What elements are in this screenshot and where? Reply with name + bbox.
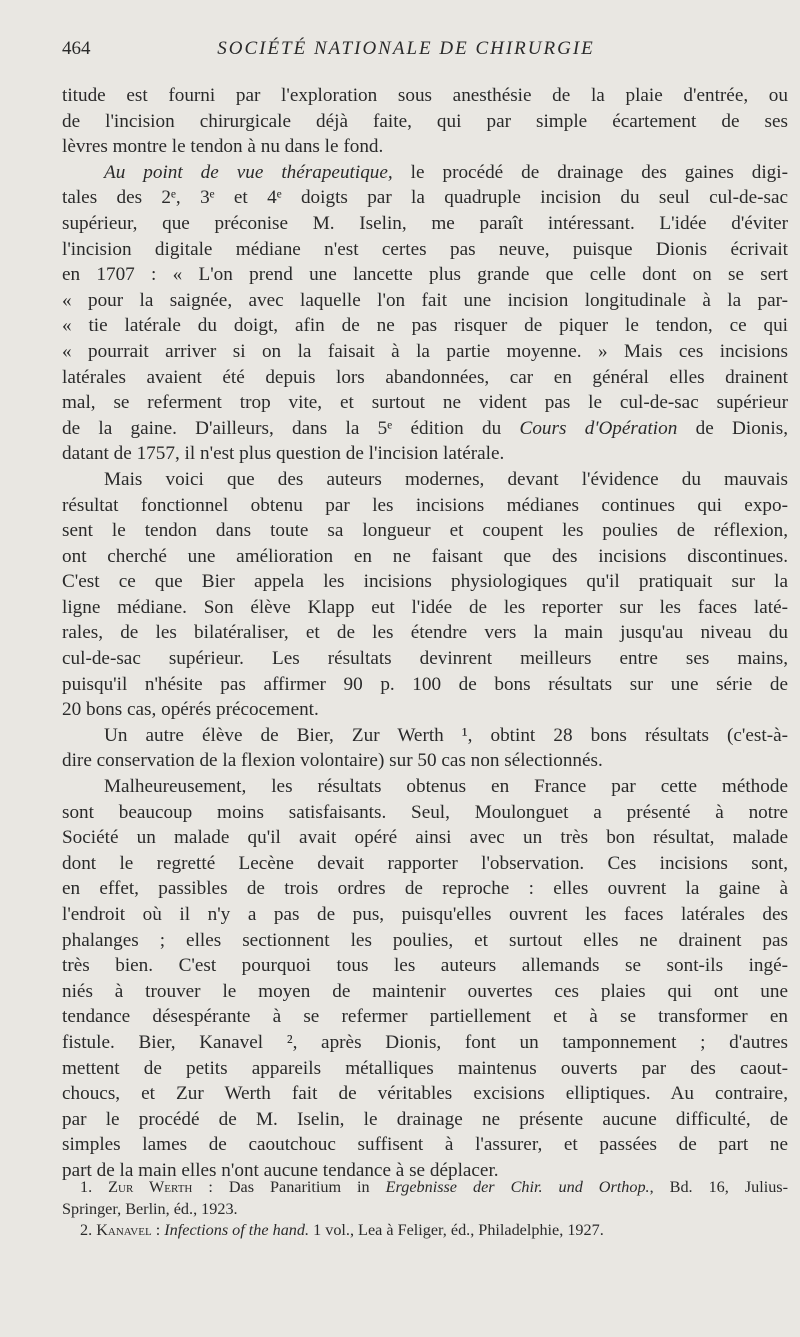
line-text: Un autre élève de Bier, Zur Werth ¹, obtint 28 bons résultats (c'est-à- bbox=[104, 724, 788, 746]
line-text: part de la main elles n'ont aucune tendance à se déplacer. bbox=[62, 1159, 499, 1181]
footnote-1-author: Zur Werth bbox=[108, 1178, 193, 1196]
text-line bbox=[62, 339, 788, 365]
line-text: supérieur, que préconise M. Iselin, me paraît intéressant. L'idée d'éviter bbox=[62, 212, 788, 234]
text-line bbox=[62, 109, 788, 135]
text-line bbox=[62, 365, 788, 391]
line-text: de la gaine. D'ailleurs, dans la 5ᵉ édition du bbox=[62, 417, 502, 439]
line-text: choucs, et Zur Werth fait de véritables excisions elliptiques. Au contraire, bbox=[62, 1083, 788, 1105]
text-line bbox=[62, 211, 788, 237]
line-text: par le procédé de M. Iselin, le drainage ne présente aucune difficulté, de bbox=[62, 1108, 788, 1130]
text-line bbox=[62, 1132, 788, 1158]
page-header bbox=[62, 38, 750, 64]
line-text: phalanges ; elles sectionnent les poulies, et surtout elles ne drainent pas bbox=[62, 929, 788, 951]
footnote-2-colon: : bbox=[155, 1221, 161, 1239]
text-line bbox=[62, 160, 788, 186]
text-line bbox=[62, 185, 788, 211]
footnote-1-volume: , Bd. 16, Julius- bbox=[649, 1178, 788, 1196]
body-text bbox=[62, 83, 788, 1184]
line-text: simples lames de caoutchouc suffisent à l'assurer, et passées de part ne bbox=[62, 1134, 788, 1156]
text-line bbox=[62, 595, 788, 621]
line-text: « pour la saignée, avec laquelle l'on fait une incision longitudinale à la par- bbox=[62, 289, 788, 311]
text-line bbox=[62, 1030, 788, 1056]
line-text: l'endroit où il n'y a pas de pus, puisqu'elles ouvrent les faces latérales des bbox=[62, 904, 788, 925]
line-text: lèvres montre le tendon à nu dans le fond. bbox=[62, 136, 384, 158]
text-line bbox=[62, 313, 788, 339]
line-text: l'incision digitale médiane n'est certes pas neuve, puisque Dionis écrivait bbox=[62, 238, 788, 260]
text-line bbox=[62, 851, 788, 877]
text-line bbox=[62, 441, 788, 467]
line-text: puisqu'il n'hésite pas affirmer 90 p. 100 de bons résultats sur une série de bbox=[62, 673, 788, 695]
line-text: en 1707 : « L'on prend une lancette plus grande que celle dont on se sert bbox=[62, 264, 788, 286]
footnote-2-author: Kanavel bbox=[96, 1221, 152, 1239]
line-text: rales, de les bilatéraliser, et de les étendre vers la main jusqu'au niveau du bbox=[62, 622, 788, 644]
text-line bbox=[62, 1081, 788, 1107]
text-line bbox=[62, 825, 788, 851]
line-text: datant de 1757, il n'est plus question de l'incision latérale. bbox=[62, 443, 505, 465]
footnote-1-line-1 bbox=[62, 1177, 788, 1199]
text-line bbox=[62, 1107, 788, 1133]
footnote-2-number: 2. bbox=[80, 1221, 93, 1239]
line-text: Malheureusement, les résultats obtenus en France par cette méthode bbox=[104, 776, 788, 798]
footnote-2-line-1 bbox=[62, 1220, 788, 1242]
text-line bbox=[62, 723, 788, 749]
footnote-2-title: Infections of the hand. bbox=[164, 1221, 310, 1239]
line-text: C'est ce que Bier appela les incisions physiologiques qu'il pratiquait sur la bbox=[62, 571, 788, 593]
text-line bbox=[62, 620, 788, 646]
line-text: le procédé de drainage des gaines digi- bbox=[410, 161, 788, 183]
line-text: sont beaucoup moins satisfaisants. Seul, Moulonguet a présenté à notre bbox=[62, 801, 788, 823]
line-text: ligne médiane. Son élève Klapp eut l'idée de les reporter sur les faces laté- bbox=[62, 596, 788, 618]
line-text: latérales avaient été depuis lors abandonnées, car en général elles drainent bbox=[62, 366, 788, 388]
line-text: en effet, passibles de trois ordres de reproche : elles ouvrent la gaine à bbox=[62, 878, 788, 900]
line-text: de l'incision chirurgicale déjà faite, qui par simple écartement de ses bbox=[62, 110, 788, 132]
text-line bbox=[62, 493, 788, 519]
footnotes bbox=[62, 1177, 788, 1242]
line-text: mettent de petits appareils métalliques maintenus ouverts par des caout- bbox=[62, 1057, 788, 1079]
text-line bbox=[62, 979, 788, 1005]
line-text: 20 bons cas, opérés précocement. bbox=[62, 699, 319, 721]
text-line bbox=[62, 928, 788, 954]
line-text: « tie latérale du doigt, afin de ne pas risquer de piquer le tendon, ce qui bbox=[62, 315, 788, 337]
footnote-1-number: 1. bbox=[80, 1178, 93, 1196]
text-line bbox=[62, 774, 788, 800]
line-text: niés à trouver le moyen de maintenir ouvertes ces plaies qui ont une bbox=[62, 980, 788, 1002]
line-text: très bien. C'est pourquoi tous les auteurs allemands se sont-ils ingé- bbox=[62, 955, 788, 977]
line-text: tales des 2ᵉ, 3ᵉ et 4ᵉ doigts par la quadruple incision du seul cul-de-sac bbox=[62, 187, 788, 209]
text-line bbox=[62, 569, 788, 595]
text-line bbox=[62, 134, 788, 160]
text-line bbox=[62, 902, 788, 928]
line-text-tail: de Dionis, bbox=[695, 417, 788, 439]
text-line bbox=[62, 748, 788, 774]
text-line bbox=[62, 544, 788, 570]
line-text: tendance désespérante à se refermer partiellement et à se transformer en bbox=[62, 1006, 788, 1028]
footnote-2-publisher: 1 vol., Lea à Feliger, éd., Philadelphie, 1927. bbox=[313, 1221, 604, 1239]
text-line bbox=[62, 953, 788, 979]
footnote-1-text: : Das Panaritium in bbox=[208, 1178, 370, 1196]
line-text: mal, se referment trop vite, et surtout ne vident pas le cul-de-sac supérieur bbox=[62, 392, 788, 414]
line-text: résultat fonctionnel obtenu par les incisions médianes continues qui expo- bbox=[62, 494, 788, 516]
italic-phrase: Au point de vue thérapeutique, bbox=[104, 161, 393, 183]
line-text: fistule. Bier, Kanavel ², après Dionis, font un tamponnement ; d'autres bbox=[62, 1031, 788, 1053]
text-line bbox=[62, 390, 788, 416]
line-text: cul-de-sac supérieur. Les résultats devinrent meilleurs entre ses mains, bbox=[62, 648, 788, 670]
line-text: dont le regretté Lecène devait rapporter l'observation. Ces incisions sont, bbox=[62, 852, 788, 874]
line-text: Mais voici que des auteurs modernes, devant l'évidence du mauvais bbox=[104, 468, 788, 490]
text-line bbox=[62, 697, 788, 723]
text-line bbox=[62, 288, 788, 314]
footnote-1-journal: Ergebnisse der Chir. und Orthop. bbox=[385, 1178, 650, 1196]
running-title: SOCIÉTÉ NATIONALE DE CHIRURGIE bbox=[217, 38, 595, 59]
footnote-1-line-2: Springer, Berlin, éd., 1923. bbox=[62, 1199, 238, 1218]
line-text: sent le tendon dans toute sa longueur et coupent les poulies de réflexion, bbox=[62, 520, 788, 542]
text-line bbox=[62, 800, 788, 826]
line-text: Société un malade qu'il avait opéré ainsi avec un très bon résultat, malade bbox=[62, 827, 788, 849]
text-line bbox=[62, 237, 788, 263]
text-line bbox=[62, 672, 788, 698]
text-line bbox=[62, 1056, 788, 1082]
text-line bbox=[62, 518, 788, 544]
line-text: dire conservation de la flexion volontaire) sur 50 cas non sélectionnés. bbox=[62, 750, 603, 772]
text-line bbox=[62, 646, 788, 672]
line-text: « pourrait arriver si on la faisait à la partie moyenne. » Mais ces incisions bbox=[62, 340, 788, 362]
text-line bbox=[62, 876, 788, 902]
text-line bbox=[62, 1004, 788, 1030]
line-text: ont cherché une amélioration en ne faisant que des incisions discontinues. bbox=[62, 545, 788, 567]
line-text: titude est fourni par l'exploration sous anesthésie de la plaie d'entrée, ou bbox=[62, 85, 788, 106]
text-line bbox=[62, 262, 788, 288]
text-line bbox=[62, 83, 788, 109]
text-line bbox=[62, 467, 788, 493]
italic-title: Cours d'Opération bbox=[519, 417, 678, 439]
page-number: 464 bbox=[62, 38, 91, 59]
text-line bbox=[62, 416, 788, 442]
